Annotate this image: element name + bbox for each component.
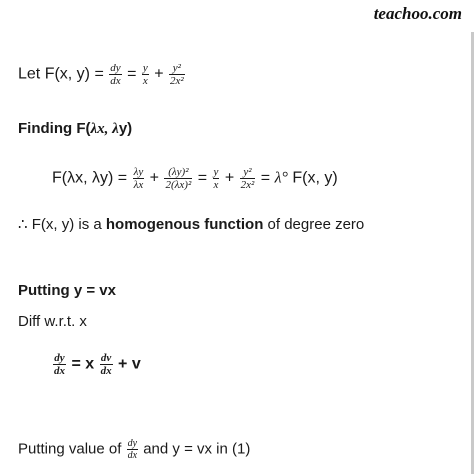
homogeneity-equation [52, 166, 338, 191]
conclusion-line [18, 215, 364, 233]
equals-sign: = [260, 169, 271, 187]
fraction-y2-2x2: $\frac{\text{y²}}{\text{2x²}}$ [240, 166, 255, 191]
fraction-ly-lx: $\frac{\lambda y}{\lambda x}$ [133, 166, 144, 191]
derivative-equation [52, 352, 141, 377]
equals-sign: = [197, 169, 208, 187]
putting-value-lead: Putting value of [18, 440, 122, 458]
equals-x: = x [71, 355, 95, 373]
lambda-power-zero: λ° [274, 169, 288, 187]
fraction-dy-dx: $\frac{dy}{dx}$ [54, 352, 65, 377]
fraction-dy-dx: $\frac{dy}{dx}$ [127, 438, 138, 461]
conclusion-tail: of degree zero [263, 216, 365, 233]
plus-sign: + [154, 65, 164, 83]
heading-finding-tail: y) [118, 120, 133, 137]
definition-lead: Let F(x, y) = [18, 65, 104, 83]
fraction-dv-dx: $\frac{dv}{dx}$ [100, 352, 112, 377]
fraction-y2-2x2: $\frac{\text{y²}}{\text{2x²}}$ [170, 62, 184, 87]
fraction-y-x: $\frac{y}{x}$ [142, 62, 148, 87]
heading-finding [18, 120, 132, 138]
putting-value-line [18, 438, 250, 461]
fraction-ly2-2lx2: $\frac{\text{(λy)²}}{\text{2(λx)²}}$ [165, 166, 192, 191]
plus-sign: + [149, 169, 160, 187]
plus-v: + v [118, 355, 141, 373]
putting-value-tail: and y = vx in (1) [143, 440, 251, 458]
brand-logo: teachoo.com [373, 4, 462, 23]
diff-line: Diff w.r.t. x [18, 313, 87, 330]
homogeneity-tail: F(x, y) [292, 169, 338, 187]
conclusion-lead: ∴ F(x, y) is a [18, 216, 106, 233]
equals-sign: = [127, 65, 137, 83]
heading-lambda: λx, λ [90, 121, 119, 137]
heading-putting: Putting y = vx [18, 282, 116, 299]
fraction-dy-dx: $\frac{dy}{dx}$ [110, 62, 121, 87]
homogeneity-lead: F(λx, λy) = [52, 169, 128, 187]
definition-line [18, 62, 186, 87]
plus-sign: + [224, 169, 235, 187]
fraction-y-x: $\frac{y}{x}$ [213, 166, 219, 191]
conclusion-bold: homogenous function [105, 216, 264, 233]
heading-finding-text: Finding F( [18, 120, 91, 137]
